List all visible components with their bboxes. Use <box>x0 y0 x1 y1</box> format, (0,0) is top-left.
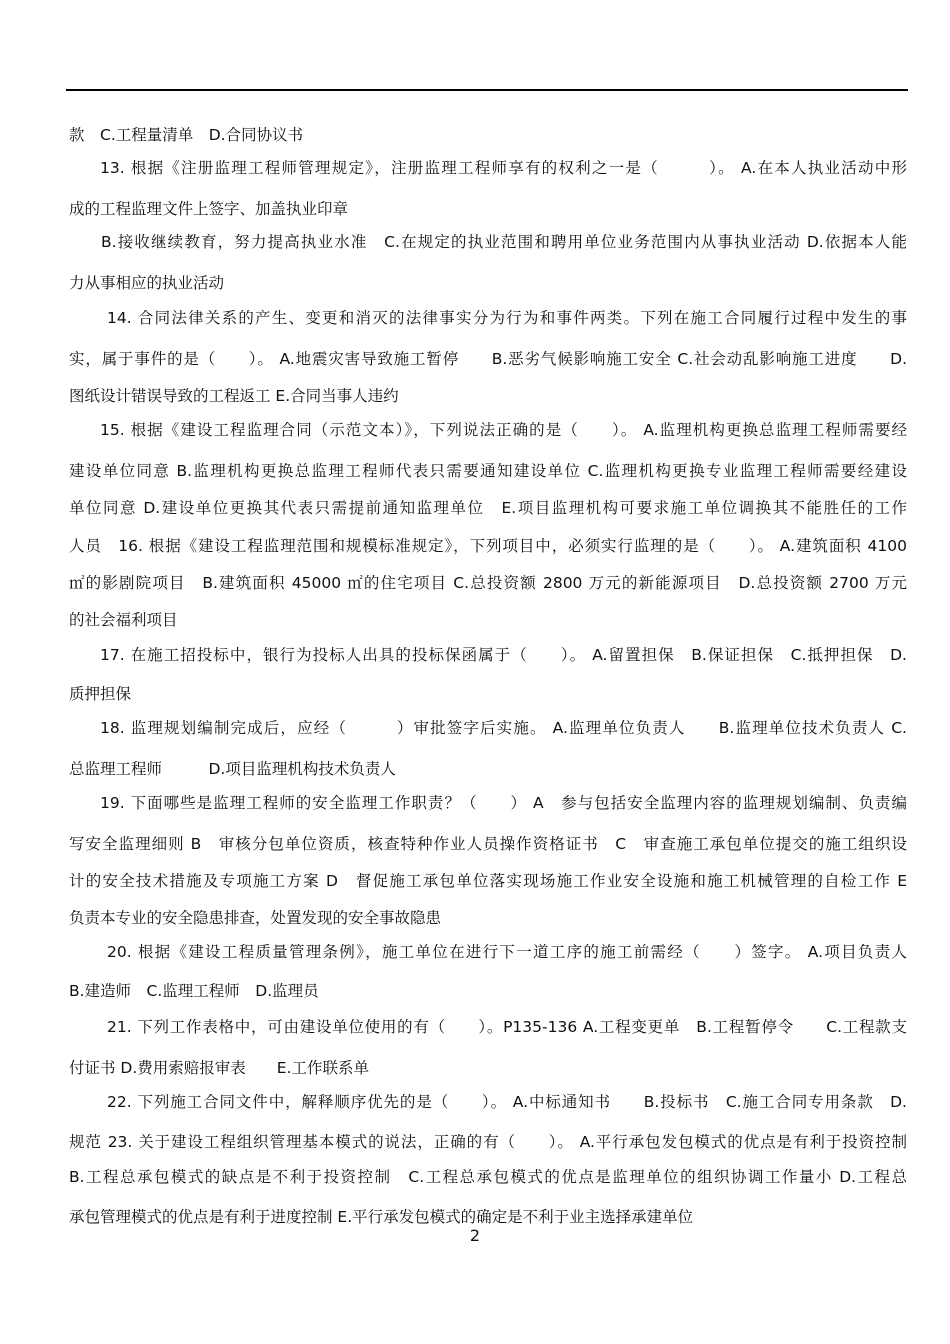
question-19-line: 19. 下面哪些是监理工程师的安全监理工作职责？（ ） A 参与包括安全监理内容的监理规划编制、负责编 <box>100 794 907 812</box>
text-line: B.接收继续教育，努力提高执业水准 C.在规定的执业范围和聘用单位业务范围内从事执业活动 D.依据本人能 <box>101 233 907 251</box>
question-23-line: 规范 23. 关于建设工程组织管理基本模式的说法，正确的有（ ）。 A.平行承包发包模式的优点是有利于投资控制 <box>69 1133 907 1151</box>
text-line: 建设单位同意 B.监理机构更换总监理工程师代表只需要通知建设单位 C.监理机构更换专业监理工程师需要经建设 <box>69 462 907 480</box>
text-line: 总监理工程师 D.项目监理机构技术负责人 <box>69 760 396 778</box>
question-14-line: 14. 合同法律关系的产生、变更和消灭的法律事实分为行为和事件两类。下列在施工合同履行过程中发生的事 <box>107 309 907 327</box>
text-line: 计的安全技术措施及专项施工方案 D 督促施工承包单位落实现场施工作业安全设施和施工机械管理的自检工作 E <box>69 872 907 890</box>
text-line: 图纸设计错误导致的工程返工 E.合同当事人违约 <box>69 387 399 405</box>
text-line: 款 C.工程量清单 D.合同协议书 <box>69 126 304 144</box>
text-line: 质押担保 <box>69 685 132 703</box>
question-22-line: 22. 下列施工合同文件中，解释顺序优先的是（ ）。 A.中标通知书 B.投标书 C.施工合同专用条款 D. <box>107 1093 907 1111</box>
text-line: 写安全监理细则 B 审核分包单位资质，核查特种作业人员操作资格证书 C 审查施工承包单位提交的施工组织设 <box>69 835 907 853</box>
text-line: 付证书 D.费用索赔报审表 E.工作联系单 <box>69 1059 370 1077</box>
question-21-line: 21. 下列工作表格中，可由建设单位使用的有（ ）。P135-136 A.工程变更单 B.工程暂停令 C.工程款支 <box>107 1018 907 1036</box>
text-line: 力从事相应的执业活动 <box>69 274 225 292</box>
text-line: 负责本专业的安全隐患排查，处置发现的安全事故隐患 <box>69 909 442 927</box>
question-13-line: 13. 根据《注册监理工程师管理规定》，注册监理工程师享有的权利之一是（ ）。 A.在本人执业活动中形 <box>100 159 907 177</box>
text-line: B.工程总承包模式的缺点是不利于投资控制 C.工程总承包模式的优点是监理单位的组织协调工作量小 D.工程总 <box>69 1168 907 1186</box>
text-line: ㎡的影剧院项目 B.建筑面积 45000 ㎡的住宅项目 C.总投资额 2800 万元的新能源项目 D.总投资额 2700 万元 <box>69 574 907 592</box>
question-15-line: 15. 根据《建设工程监理合同（示范文本）》，下列说法正确的是（ ）。 A.监理机构更换总监理工程师需要经 <box>100 421 907 439</box>
text-line: 单位同意 D.建设单位更换其代表只需提前通知监理单位 E.项目监理机构可要求施工单位调换其不能胜任的工作 <box>69 499 907 517</box>
text-line: B.建造师 C.监理工程师 D.监理员 <box>69 982 319 1000</box>
text-line: 实，属于事件的是（ ）。 A.地震灾害导致施工暂停 B.恶劣气候影响施工安全 C.社会动乱影响施工进度 D. <box>69 350 907 368</box>
question-20-line: 20. 根据《建设工程质量管理条例》，施工单位在进行下一道工序的施工前需经（ ）签字。 A.项目负责人 <box>107 943 907 961</box>
question-16-line: 人员 16. 根据《建设工程监理范围和规模标准规定》，下列项目中，必须实行监理的是（ ）。 A.建筑面积 4100 <box>69 537 907 555</box>
text-line: 承包管理模式的优点是有利于进度控制 E.平行承发包模式的确定是不利于业主选择承建单位 <box>69 1208 694 1226</box>
header-rule <box>66 89 908 91</box>
text-line: 的社会福利项目 <box>69 611 178 629</box>
text-line: 成的工程监理文件上签字、加盖执业印章 <box>69 200 349 218</box>
page-number: 2 <box>469 1226 481 1245</box>
question-17-line: 17. 在施工招投标中，银行为投标人出具的投标保函属于（ ）。 A.留置担保 B.保证担保 C.抵押担保 D. <box>100 646 907 664</box>
question-18-line: 18. 监理规划编制完成后，应经（ ）审批签字后实施。 A.监理单位负责人 B.监理单位技术负责人 C. <box>100 719 907 737</box>
